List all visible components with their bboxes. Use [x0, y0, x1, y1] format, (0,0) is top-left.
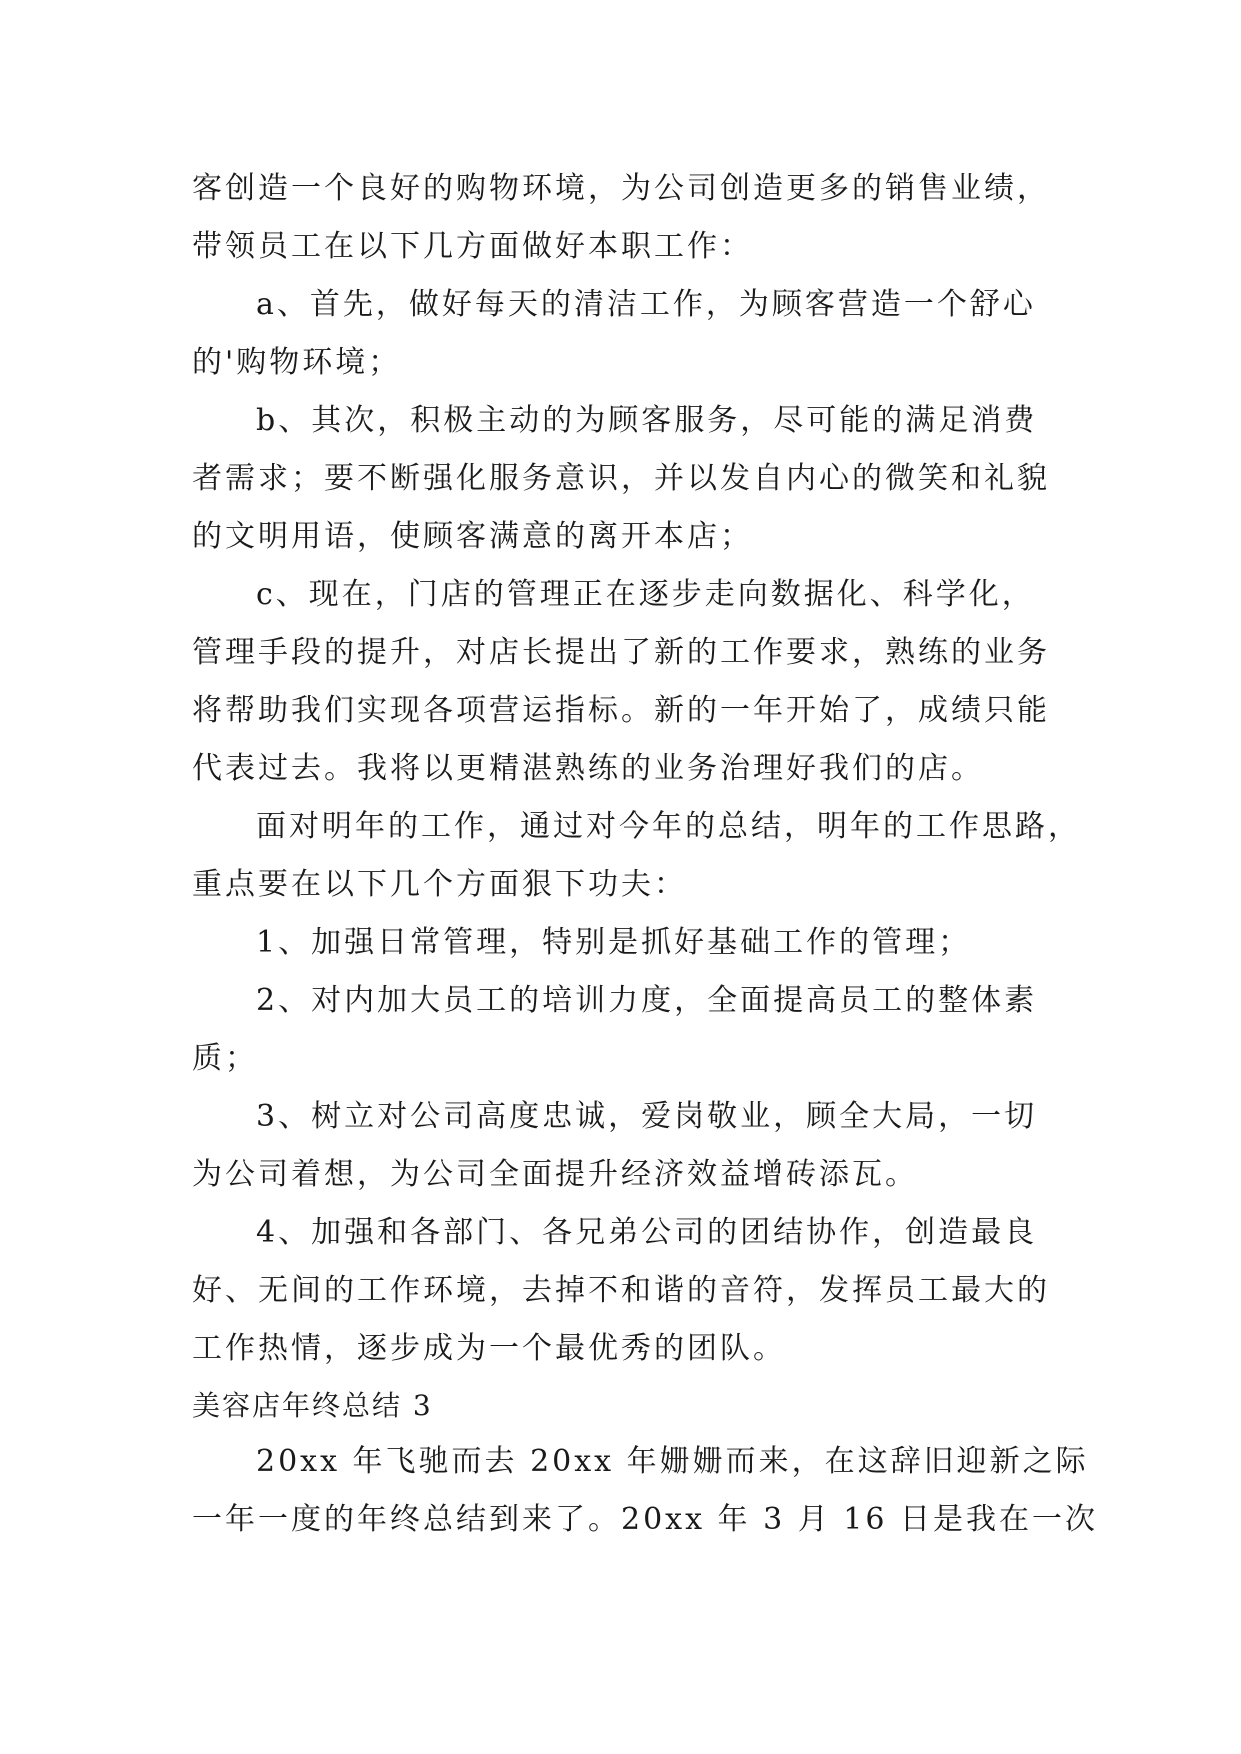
text-line: 客创造一个良好的购物环境，为公司创造更多的销售业绩，: [192, 171, 1050, 206]
list-item-1: [192, 914, 1054, 972]
paragraph-item-c: [192, 566, 1054, 798]
text-line: 工作热情，逐步成为一个最优秀的团队。: [192, 1331, 786, 1366]
paragraph-item-b: [192, 392, 1054, 566]
text-line: 1、加强日常管理，特别是抓好基础工作的管理；: [256, 925, 972, 960]
text-line: 3、树立对公司高度忠诚，爱岗敬业，顾全大局，一切: [256, 1099, 1038, 1134]
text-line: 重点要在以下几个方面狠下功夫：: [192, 867, 687, 902]
text-line: 质；: [192, 1041, 258, 1076]
text-line: 20xx 年飞驰而去 20xx 年姗姗而来，在这辞旧迎新之际: [256, 1444, 1089, 1479]
text-line: 一年一度的年终总结到来了。20xx 年 3 月 16 日是我在一次: [192, 1502, 1098, 1537]
text-line: b、其次，积极主动的为顾客服务，尽可能的满足消费: [256, 403, 1038, 438]
document-page: [192, 160, 1098, 1549]
text-line: 带领员工在以下几方面做好本职工作：: [192, 229, 753, 264]
text-line: a、首先，做好每天的清洁工作，为顾客营造一个舒心: [256, 287, 1036, 322]
text-line: 的'购物环境；: [192, 345, 402, 380]
text-line: 管理手段的提升，对店长提出了新的工作要求，熟练的业务: [192, 635, 1050, 670]
list-item-3: [192, 1088, 1054, 1204]
text-line: c、现在，门店的管理正在逐步走向数据化、科学化，: [256, 577, 1035, 612]
text-line: 者需求；要不断强化服务意识，并以发自内心的微笑和礼貌: [192, 461, 1050, 496]
list-item-2: [192, 972, 1054, 1088]
text-line: 代表过去。我将以更精湛熟练的业务治理好我们的店。: [192, 751, 984, 786]
paragraph-final: [192, 1433, 1098, 1549]
paragraph: [192, 160, 1054, 276]
text-line: 4、加强和各部门、各兄弟公司的团结协作，创造最良: [256, 1215, 1038, 1250]
text-line: 面对明年的工作，通过对今年的总结，明年的工作思路，: [256, 809, 1081, 844]
list-item-4: [192, 1204, 1054, 1378]
text-line: 的文明用语，使顾客满意的离开本店；: [192, 519, 753, 554]
text-line: 2、对内加大员工的培训力度，全面提高员工的整体素: [256, 983, 1038, 1018]
paragraph-item-a: [192, 276, 1054, 392]
text-line: 好、无间的工作环境，去掉不和谐的音符，发挥员工最大的: [192, 1273, 1050, 1308]
text-line: 将帮助我们实现各项营运指标。新的一年开始了，成绩只能: [192, 693, 1050, 728]
paragraph-plan: [192, 798, 1081, 914]
text-line: 为公司着想，为公司全面提升经济效益增砖添瓦。: [192, 1157, 918, 1192]
section-heading: 美容店年终总结 3: [192, 1389, 433, 1422]
